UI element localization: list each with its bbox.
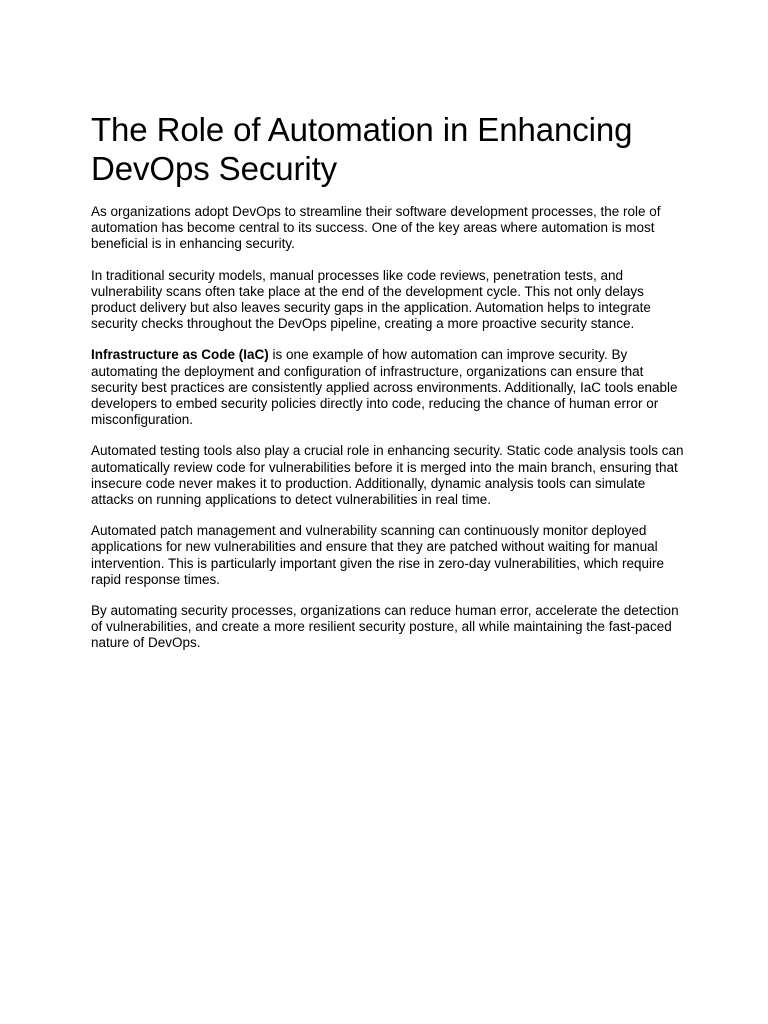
paragraph-text: Automated patch management and vulnerability scanning can continuously monitor deployed applications for new vulnerabilities and ensure that they are patched without waiting for manual intervention. This is particularly important given the rise in zero-day vulnerabilities, which require rapid response times. xyxy=(91,523,665,587)
paragraph-bold-lead: Infrastructure as Code (IaC) xyxy=(91,347,269,363)
paragraph-text: is one example of how automation can improve security. By automating the deployment and configuration of infrastructure, organizations can ensure that security best practices are consistently applied across environments. Additionally, IaC tools enable developers to embed security policies directly into code, reducing the chance of human error or misconfiguration. xyxy=(91,347,678,428)
paragraph-patch-management xyxy=(91,523,687,588)
paragraph-intro xyxy=(91,204,687,253)
paragraph-text: As organizations adopt DevOps to streamline their software development processes, the role of automation has become central to its success. One of the key areas where automation is most beneficial is in enhancing security. xyxy=(91,204,661,252)
document-title: The Role of Automation in Enhancing DevOps Security xyxy=(91,111,633,187)
paragraph-traditional-models xyxy=(91,268,687,333)
paragraph-text: In traditional security models, manual processes like code reviews, penetration tests, and vulnerability scans often take place at the end of the development cycle. This not only delays product delivery but also leaves security gaps in the application. Automation helps to integrate security checks throughout the DevOps pipeline, creating a more proactive security stance. xyxy=(91,267,651,332)
paragraph-text: By automating security processes, organizations can reduce human error, accelerate the detection of vulnerabilities, and create a more resilient security posture, all while maintaining the fast-paced nature of DevOps. xyxy=(91,603,679,651)
paragraph-text: Automated testing tools also play a crucial role in enhancing security. Static code analysis tools can automatically review code for vulnerabilities before it is merged into the main branch, ensuring that insecure code never makes it to production. Additionally, dynamic analysis tools can simulate attacks on running applications to detect vulnerabilities in real time. xyxy=(91,443,684,508)
document-page xyxy=(91,110,687,667)
paragraph-conclusion xyxy=(91,603,687,652)
paragraph-iac xyxy=(91,347,687,428)
paragraph-automated-testing xyxy=(91,443,687,508)
